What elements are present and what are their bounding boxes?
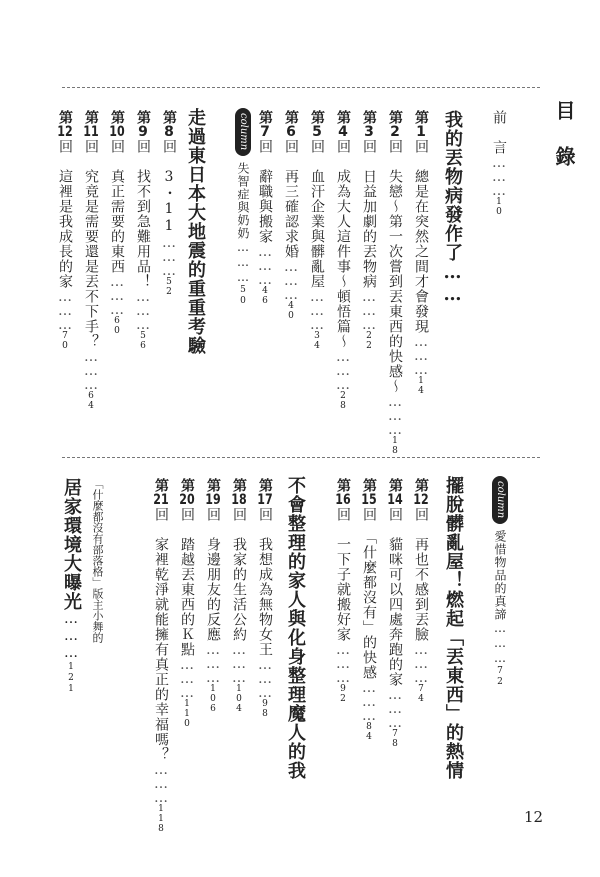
leader-dots: ………: [63, 611, 79, 662]
ep-prefix: 第: [257, 110, 273, 125]
ep-page: 34: [312, 331, 322, 351]
ep-page: 118: [156, 804, 166, 834]
ep-page: 104: [234, 684, 244, 714]
column-page: 72: [495, 666, 505, 688]
extra-note: 「什麼都沒有部落格」版主小舞的: [91, 478, 104, 643]
ep-prefix: 第: [335, 478, 351, 493]
leader-dots: ………: [205, 642, 221, 684]
toc-entry[interactable]: [388, 478, 402, 749]
ep-suffix: 回: [335, 139, 351, 154]
part4-title: 不會整理的家人與化身整理魔人的我: [285, 476, 306, 780]
column-badge: column: [492, 476, 508, 524]
ep-prefix: 第: [231, 478, 247, 493]
leader-dots: ………: [413, 334, 429, 376]
ep-page: 14: [416, 376, 426, 396]
toc-title: 目 錄: [552, 100, 576, 169]
leader-dots: ………: [309, 289, 325, 331]
ep-prefix: 第: [413, 110, 429, 125]
ep-prefix: 第: [335, 110, 351, 125]
toc-entry[interactable]: [180, 478, 194, 729]
ep-title: 身邊朋友的反應: [205, 537, 221, 642]
ep-suffix: 回: [179, 507, 195, 522]
toc-entry[interactable]: [136, 110, 150, 351]
ep-number: 11: [83, 125, 99, 139]
leader-dots: ………: [387, 394, 403, 436]
ep-number: 20: [179, 493, 195, 507]
leader-dots: ………: [361, 680, 377, 722]
ep-title: 家裡乾淨就能擁有真正的幸福嗎？: [153, 537, 169, 762]
ep-title: 辭職與搬家: [257, 169, 273, 244]
preface-entry[interactable]: [492, 110, 506, 217]
ep-suffix: 回: [413, 139, 429, 154]
ep-number: 12: [57, 125, 73, 139]
toc-entry[interactable]: [336, 110, 350, 411]
ep-suffix: 回: [135, 139, 151, 154]
leader-dots: ………: [283, 259, 299, 301]
toc-entry[interactable]: [336, 478, 350, 704]
ep-suffix: 回: [257, 507, 273, 522]
ep-page: 84: [364, 722, 374, 742]
ep-number: 7: [260, 125, 270, 139]
toc-entry[interactable]: [206, 478, 220, 714]
toc-entry[interactable]: [58, 110, 72, 351]
ep-number: 2: [390, 125, 400, 139]
leader-dots: ………: [361, 289, 377, 331]
ep-title: 「什麼都沒有」的快感: [361, 537, 377, 680]
ep-suffix: 回: [257, 139, 273, 154]
ep-number: 21: [153, 493, 169, 507]
toc-entry[interactable]: [362, 110, 376, 351]
ep-title: 這裡是我成長的家: [57, 169, 73, 289]
leader-dots: ………: [493, 621, 507, 666]
extra-entry[interactable]: [62, 478, 80, 695]
ep-prefix: 第: [109, 110, 125, 125]
column-entry[interactable]: [494, 530, 506, 688]
ep-prefix: 第: [57, 110, 73, 125]
ep-page: 92: [338, 684, 348, 704]
ep-title: 日益加劇的丟物病: [361, 169, 377, 289]
ep-suffix: 回: [387, 507, 403, 522]
leader-dots: ………: [413, 642, 429, 684]
ep-number: 14: [387, 493, 403, 507]
ep-number: 4: [338, 125, 348, 139]
ep-prefix: 第: [283, 110, 299, 125]
ep-suffix: 回: [231, 507, 247, 522]
ep-number: 18: [231, 493, 247, 507]
ep-suffix: 回: [309, 139, 325, 154]
divider-middle: [62, 457, 540, 458]
column-badge: column: [235, 108, 251, 156]
ep-title: 總是在突然之間才會發現: [413, 169, 429, 334]
ep-title: 找不到急難用品！: [135, 169, 151, 289]
leader-dots: ………: [57, 289, 73, 331]
ep-title: 3・11: [161, 169, 177, 235]
ep-page: 64: [86, 391, 96, 411]
leader-dots: ………: [179, 657, 195, 699]
ep-number: 19: [205, 493, 221, 507]
ep-page: 52: [164, 277, 174, 297]
ep-page: 56: [138, 331, 148, 351]
ep-title: 踏越丟東西的Ｋ點: [179, 537, 195, 657]
ep-prefix: 第: [387, 110, 403, 125]
leader-dots: ………: [491, 155, 507, 197]
leader-dots: ………: [153, 762, 169, 804]
ep-page: 28: [338, 391, 348, 411]
ep-number: 15: [361, 493, 377, 507]
leader-dots: ………: [231, 642, 247, 684]
ep-title: 我想成為無物女王: [257, 537, 273, 657]
extra-page: 121: [66, 662, 76, 695]
column-entry[interactable]: [237, 162, 249, 307]
ep-suffix: 回: [205, 507, 221, 522]
toc-entry[interactable]: [414, 110, 428, 396]
leader-dots: ………: [83, 349, 99, 391]
column-title: 愛惜物品的真諦: [493, 530, 507, 621]
ep-number: 9: [138, 125, 148, 139]
ep-page: 46: [260, 286, 270, 306]
leader-dots: ………: [109, 274, 125, 316]
leader-dots: ………: [257, 244, 273, 286]
ep-title: 血汗企業與髒亂屋: [309, 169, 325, 289]
ep-prefix: 第: [413, 478, 429, 493]
ep-title: 再三確認求婚: [283, 169, 299, 259]
ep-prefix: 第: [153, 478, 169, 493]
ep-number: 10: [109, 125, 125, 139]
ep-title: 失戀～第一次嘗到丟東西的快感～: [387, 169, 403, 394]
ep-prefix: 第: [387, 478, 403, 493]
toc-entry[interactable]: [258, 478, 272, 719]
preface-page: 10: [494, 197, 504, 217]
ep-suffix: 回: [413, 507, 429, 522]
ep-prefix: 第: [257, 478, 273, 493]
toc-entry[interactable]: [232, 478, 246, 714]
ep-page: 22: [364, 331, 374, 351]
leader-dots: ………: [257, 657, 273, 699]
ep-number: 5: [312, 125, 322, 139]
ep-page: 60: [112, 316, 122, 336]
ep-suffix: 回: [361, 139, 377, 154]
ep-prefix: 第: [179, 478, 195, 493]
leader-dots: ………: [161, 235, 177, 277]
ep-suffix: 回: [387, 139, 403, 154]
column-page: 50: [238, 285, 248, 307]
preface-label: 前 言: [491, 110, 507, 155]
ep-number: 8: [164, 125, 174, 139]
ep-number: 3: [364, 125, 374, 139]
ep-page: 70: [60, 331, 70, 351]
ep-page: 74: [416, 684, 426, 704]
divider-top: [62, 87, 540, 88]
toc-entry[interactable]: [154, 478, 168, 834]
part3-title: 擺脫髒亂屋！燃起「丟東西」的熱情: [443, 476, 464, 780]
ep-title: 我家的生活公約: [231, 537, 247, 642]
toc-entry[interactable]: [284, 110, 298, 321]
toc-entry[interactable]: [388, 110, 402, 456]
ep-prefix: 第: [83, 110, 99, 125]
ep-page: 110: [182, 699, 192, 729]
part2-title: 走過東日本大地震的重重考驗: [185, 108, 206, 355]
leader-dots: ………: [236, 240, 250, 285]
ep-suffix: 回: [83, 139, 99, 154]
page-number: 12: [524, 808, 544, 826]
ep-number: 1: [416, 125, 426, 139]
leader-dots: ………: [387, 687, 403, 729]
toc-entry[interactable]: [162, 110, 176, 297]
ep-number: 16: [335, 493, 351, 507]
ep-suffix: 回: [335, 507, 351, 522]
ep-suffix: 回: [161, 139, 177, 154]
toc-entry[interactable]: [84, 110, 98, 411]
ep-page: 18: [390, 436, 400, 456]
ep-prefix: 第: [361, 110, 377, 125]
ep-suffix: 回: [283, 139, 299, 154]
toc-entry[interactable]: [310, 110, 324, 351]
ep-title: 成為大人這件事～頓悟篇～: [335, 169, 351, 349]
column-title: 失智症與奶奶: [236, 162, 250, 240]
ep-prefix: 第: [205, 478, 221, 493]
part1-title: 我的丟物病發作了……: [442, 110, 463, 306]
ep-title: 再也不感到丟臉: [413, 537, 429, 642]
ep-page: 40: [286, 301, 296, 321]
ep-number: 12: [413, 493, 429, 507]
ep-title: 真正需要的東西: [109, 169, 125, 274]
ep-title: 究竟是需要還是丟不下手？: [83, 169, 99, 349]
ep-suffix: 回: [153, 507, 169, 522]
leader-dots: ………: [335, 642, 351, 684]
ep-prefix: 第: [135, 110, 151, 125]
ep-suffix: 回: [361, 507, 377, 522]
ep-title: 貓咪可以四處奔跑的家: [387, 537, 403, 687]
toc-entry[interactable]: [110, 110, 124, 336]
ep-prefix: 第: [309, 110, 325, 125]
ep-suffix: 回: [57, 139, 73, 154]
toc-entry[interactable]: [362, 478, 376, 742]
ep-title: 一下子就搬好家: [335, 537, 351, 642]
extra-title: 居家環境大曝光: [61, 478, 82, 611]
leader-dots: ………: [135, 289, 151, 331]
ep-number: 6: [286, 125, 296, 139]
ep-page: 98: [260, 699, 270, 719]
toc-entry[interactable]: [414, 478, 428, 704]
ep-prefix: 第: [361, 478, 377, 493]
ep-number: 17: [257, 493, 273, 507]
ep-page: 78: [390, 729, 400, 749]
ep-prefix: 第: [161, 110, 177, 125]
toc-entry[interactable]: [258, 110, 272, 306]
ep-page: 106: [208, 684, 218, 714]
leader-dots: ………: [335, 349, 351, 391]
ep-suffix: 回: [109, 139, 125, 154]
